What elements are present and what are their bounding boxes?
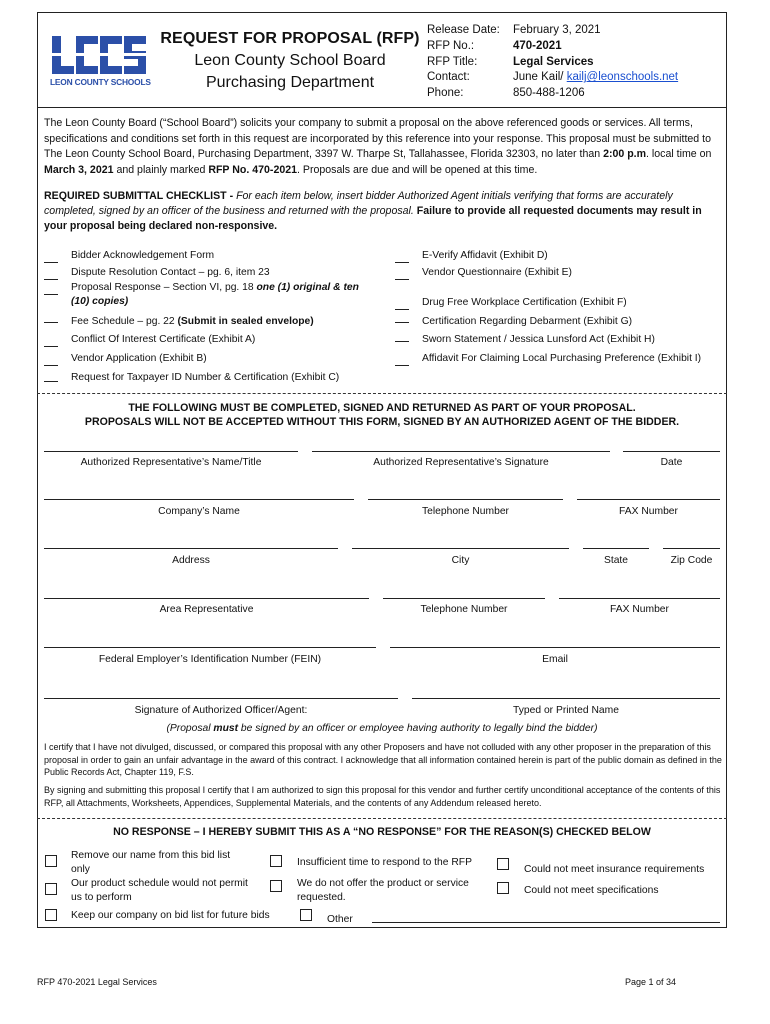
intro-time: 2:00 p.m bbox=[603, 148, 647, 161]
officer-signature-caption: Signature of Authorized Officer/Agent: bbox=[134, 705, 308, 716]
initials-blank[interactable] bbox=[395, 341, 409, 342]
rfp-no-value: 470-2021 bbox=[513, 39, 562, 52]
department-name: Purchasing Department bbox=[205, 74, 375, 91]
fax-line[interactable] bbox=[577, 499, 720, 500]
note-bold: must bbox=[213, 723, 239, 734]
organization-name: Leon County School Board bbox=[194, 52, 386, 69]
initials-blank[interactable] bbox=[44, 322, 58, 323]
initials-blank[interactable] bbox=[44, 346, 58, 347]
initials-blank[interactable] bbox=[395, 309, 409, 310]
contact-label: Contact: bbox=[427, 71, 470, 84]
initials-blank[interactable] bbox=[44, 381, 58, 382]
insufficient-time-label: Insufficient time to respond to the RFP bbox=[297, 857, 472, 868]
checklist-item: E-Verify Affidavit (Exhibit D) bbox=[422, 250, 548, 261]
intro-text-2: . local time on bbox=[646, 148, 712, 161]
label-line: Remove our name from this bid list bbox=[71, 850, 231, 861]
checklist-instruction: For each item below, insert bidder Authorized Agent initials verifying that forms are accurately completed, signed by an officer of the business and returned with the proposal. bbox=[44, 190, 673, 217]
email-caption: Email bbox=[542, 654, 568, 665]
checklist-instructions bbox=[44, 189, 724, 233]
checklist-item: Vendor Questionnaire (Exhibit E) bbox=[422, 267, 572, 278]
note-pre: (Proposal bbox=[166, 723, 214, 734]
city-caption: City bbox=[451, 555, 470, 566]
rfp-title-label: RFP Title: bbox=[427, 55, 478, 68]
date-line[interactable] bbox=[623, 451, 720, 452]
state-caption: State bbox=[603, 555, 629, 566]
footer-page-number: Page 1 of 34 bbox=[625, 977, 677, 987]
initials-blank[interactable] bbox=[395, 365, 409, 366]
officer-signature-line[interactable] bbox=[44, 698, 398, 699]
contact-name: June Kail/ bbox=[513, 71, 564, 84]
fein-line[interactable] bbox=[44, 647, 376, 648]
logo-text: LEON COUNTY SCHOOLS bbox=[50, 77, 151, 87]
intro-date: March 3, 2021 bbox=[44, 163, 114, 176]
other-reason-line[interactable] bbox=[372, 922, 720, 923]
rep-signature-line[interactable] bbox=[312, 451, 610, 452]
address-line[interactable] bbox=[44, 548, 338, 549]
telephone-line[interactable] bbox=[368, 499, 563, 500]
rfp-meta-values bbox=[513, 23, 678, 102]
leon-county-schools-logo bbox=[50, 33, 151, 91]
telephone-caption: Telephone Number bbox=[421, 506, 509, 517]
initials-blank[interactable] bbox=[395, 322, 409, 323]
initials-blank[interactable] bbox=[395, 262, 409, 263]
intro-text-4: . Proposals are due and will be opened at this time. bbox=[297, 163, 538, 176]
company-line[interactable] bbox=[44, 499, 354, 500]
contact-value bbox=[513, 70, 678, 86]
submission-notice bbox=[40, 401, 724, 429]
zip-line[interactable] bbox=[663, 548, 720, 549]
certification-paragraph-1: I certify that I have not divulged, discussed, or compared this proposal with any other Proposers and have not colluded with any other proposer in the preparation of this proposal in order to gain an unfair advantage in the award of this contract. I acknowledge that all information contained herein is part of the public domain as defined in the Public Records Act, Chapter 119, F.S. bbox=[44, 742, 722, 778]
fax-2-line[interactable] bbox=[559, 598, 720, 599]
other-checkbox[interactable] bbox=[300, 909, 312, 921]
checklist-item bbox=[71, 282, 359, 293]
intro-paragraph bbox=[44, 116, 724, 178]
release-date-value: February 3, 2021 bbox=[513, 24, 601, 36]
specifications-label: Could not meet specifications bbox=[524, 885, 659, 896]
state-line[interactable] bbox=[583, 548, 649, 549]
release-date-label: Release Date: bbox=[427, 24, 500, 36]
printed-name-line[interactable] bbox=[412, 698, 720, 699]
printed-name-caption: Typed or Printed Name bbox=[513, 705, 619, 716]
city-line[interactable] bbox=[352, 548, 569, 549]
rfp-meta-labels bbox=[427, 23, 500, 102]
telephone-2-caption: Telephone Number bbox=[420, 604, 508, 615]
fax-2-caption: FAX Number bbox=[610, 604, 669, 615]
zip-caption: Zip Code bbox=[670, 555, 713, 566]
checklist-item-text: Proposal Response – Section VI, pg. 18 bbox=[71, 282, 254, 293]
keep-on-list-label: Keep our company on bid list for future bids bbox=[71, 910, 270, 921]
checklist-item: Vendor Application (Exhibit B) bbox=[71, 353, 207, 364]
checklist-item: Affidavit For Claiming Local Purchasing Preference (Exhibit I) bbox=[422, 353, 702, 364]
insufficient-time-checkbox[interactable] bbox=[270, 855, 282, 867]
schedule-not-permit-checkbox[interactable] bbox=[45, 883, 57, 895]
area-rep-line[interactable] bbox=[44, 598, 369, 599]
email-line[interactable] bbox=[390, 647, 720, 648]
checklist-item: Sworn Statement / Jessica Lunsford Act (Exhibit H) bbox=[422, 334, 655, 345]
signature-authority-note bbox=[40, 723, 724, 734]
checklist-item-note: one (1) original & ten bbox=[256, 282, 359, 293]
date-caption: Date bbox=[660, 457, 683, 468]
contact-email-link[interactable]: kailj@leonschools.net bbox=[566, 71, 679, 84]
rfp-title-value: Legal Services bbox=[513, 55, 594, 68]
insurance-checkbox[interactable] bbox=[497, 858, 509, 870]
phone-label: Phone: bbox=[427, 87, 464, 100]
remove-from-list-label bbox=[71, 849, 230, 876]
insurance-label: Could not meet insurance requirements bbox=[524, 864, 705, 875]
rep-name-line[interactable] bbox=[44, 451, 298, 452]
other-label: Other bbox=[327, 914, 353, 925]
intro-text-1: The Leon County Board (“School Board”) solicits your company to submit a proposal on the above referenced goods or services. All terms, specifications and conditions set forth in this request are incorporated by this reference into your response. This proposal must be submitted to The Leon County School Board, Purchasing Department, 3397 W. Tharpe St, Tallahassee, Florida 32303, no later than bbox=[44, 117, 711, 161]
checklist-item: Bidder Acknowledgement Form bbox=[71, 250, 215, 261]
do-not-offer-checkbox[interactable] bbox=[270, 880, 282, 892]
checklist-item: Drug Free Workplace Certification (Exhibit F) bbox=[422, 297, 627, 308]
header-divider bbox=[37, 107, 727, 108]
rep-name-caption: Authorized Representative’s Name/Title bbox=[80, 457, 262, 468]
label-line: We do not offer the product or service bbox=[297, 878, 469, 889]
checklist-heading: REQUIRED SUBMITTAL CHECKLIST - bbox=[44, 190, 234, 202]
area-rep-caption: Area Representative bbox=[159, 604, 254, 615]
label-line: us to perform bbox=[71, 891, 132, 903]
initials-blank[interactable] bbox=[44, 365, 58, 366]
checklist-item: Conflict Of Interest Certificate (Exhibit A) bbox=[71, 334, 256, 345]
no-response-divider bbox=[37, 818, 727, 819]
initials-blank[interactable] bbox=[44, 262, 58, 263]
intro-text-3: and plainly marked bbox=[113, 163, 209, 176]
footer-document-id: RFP 470-2021 Legal Services bbox=[37, 977, 157, 987]
label-line: Our product schedule would not permit bbox=[71, 878, 248, 889]
checklist-item-note-cont: (10) copies) bbox=[71, 296, 129, 307]
checklist-item: Dispute Resolution Contact – pg. 6, item 23 bbox=[71, 267, 270, 278]
address-caption: Address bbox=[172, 555, 210, 566]
rfp-no-label: RFP No.: bbox=[427, 39, 475, 52]
schedule-not-permit-label bbox=[71, 877, 248, 904]
checklist-item bbox=[71, 316, 314, 327]
notice-line-1: THE FOLLOWING MUST BE COMPLETED, SIGNED AND RETURNED AS PART OF YOUR PROPOSAL. bbox=[128, 402, 636, 414]
checklist-item-text: Fee Schedule – pg. 22 bbox=[71, 316, 175, 327]
checklist-item: Certification Regarding Debarment (Exhibit G) bbox=[422, 316, 633, 327]
initials-blank[interactable] bbox=[44, 294, 58, 295]
checklist-warning: Failure to provide all requested documents may result in your proposal being declared non-responsive. bbox=[44, 204, 702, 232]
company-caption: Company’s Name bbox=[158, 506, 240, 517]
specifications-checkbox[interactable] bbox=[497, 882, 509, 894]
telephone-2-line[interactable] bbox=[383, 598, 545, 599]
remove-from-list-checkbox[interactable] bbox=[45, 855, 57, 867]
fein-caption: Federal Employer’s Identification Number (FEIN) bbox=[98, 654, 322, 665]
rep-signature-caption: Authorized Representative’s Signature bbox=[373, 457, 549, 468]
keep-on-list-checkbox[interactable] bbox=[45, 909, 57, 921]
note-post: be signed by an officer or employee having authority to legally bind the bidder) bbox=[238, 723, 598, 734]
section-divider bbox=[37, 393, 727, 394]
fax-caption: FAX Number bbox=[619, 506, 678, 517]
initials-blank[interactable] bbox=[395, 279, 409, 280]
do-not-offer-label bbox=[297, 877, 469, 904]
checklist-item-note: (Submit in sealed envelope) bbox=[177, 316, 314, 327]
label-line: requested. bbox=[297, 891, 346, 903]
intro-marked: RFP No. 470-2021 bbox=[208, 163, 298, 176]
checklist-item: Request for Taxpayer ID Number & Certification (Exhibit C) bbox=[71, 372, 340, 383]
no-response-title: NO RESPONSE – I HEREBY SUBMIT THIS AS A “NO RESPONSE” FOR THE REASON(S) CHECKED BELOW bbox=[113, 826, 651, 838]
label-line: only bbox=[71, 863, 90, 875]
page-title: REQUEST FOR PROPOSAL (RFP) bbox=[160, 30, 420, 47]
certification-paragraph-2: By signing and submitting this proposal I certify that I am authorized to sign this proposal for this vendor and further certify unconditional acceptance of the contents of this RFP, all Attachments, Worksheets, Appendices, Supplemental Materials, and the contents of any Addendum released hereto. bbox=[44, 785, 721, 808]
phone-value: 850-488-1206 bbox=[513, 87, 585, 100]
initials-blank[interactable] bbox=[44, 279, 58, 280]
notice-line-2: PROPOSALS WILL NOT BE ACCEPTED WITHOUT THIS FORM, SIGNED BY AN AUTHORIZED AGENT OF THE BIDDER. bbox=[84, 416, 680, 428]
